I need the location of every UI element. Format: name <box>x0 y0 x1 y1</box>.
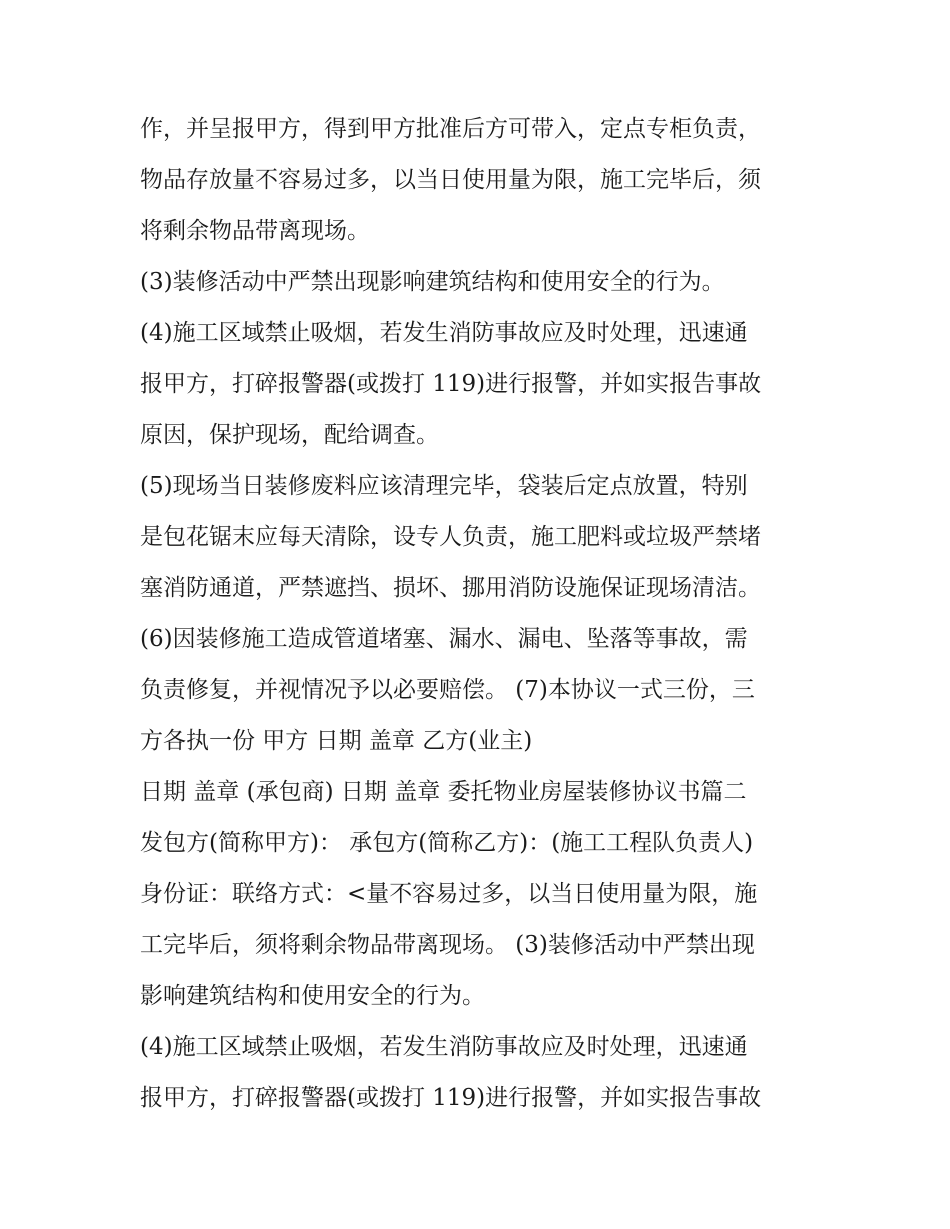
text-line-2: 物品存放量不容易过多，以当日使用量为限，施工完毕后，须 <box>140 167 761 193</box>
text-line-17: 工完毕后，须将剩余物品带离现场。 (3)装修活动中严禁出现 <box>140 932 755 958</box>
text-line-9: 是包花锯末应每天清除，设专人负责，施工肥料或垃圾严禁堵 <box>140 524 761 550</box>
text-line-12: 负责修复，并视情况予以必要赔偿。 (7)本协议一式三份，三 <box>140 677 755 703</box>
text-line-20: 报甲方，打碎报警器(或拨打 119)进行报警，并如实报告事故 <box>140 1085 762 1111</box>
text-line-13: 方各执一份 甲方 日期 盖章 乙方(业主) <box>140 728 533 754</box>
text-line-14: 日期 盖章 (承包商) 日期 盖章 委托物业房屋装修协议书篇二 <box>140 779 747 805</box>
text-line-7: 原因，保护现场，配给调查。 <box>140 422 439 448</box>
text-line-11: (6)因装修施工造成管道堵塞、漏水、漏电、坠落等事故，需 <box>140 626 748 652</box>
text-line-8: (5)现场当日装修废料应该清理完毕，袋装后定点放置，特别 <box>140 473 748 499</box>
text-line-5: (4)施工区域禁止吸烟，若发生消防事故应及时处理，迅速通 <box>140 320 748 346</box>
text-line-10: 塞消防通道，严禁遮挡、损坏、挪用消防设施保证现场清洁。 <box>140 575 761 601</box>
text-line-4: (3)装修活动中严禁出现影响建筑结构和使用安全的行为。 <box>140 269 725 295</box>
text-line-6: 报甲方，打碎报警器(或拨打 119)进行报警，并如实报告事故 <box>140 371 762 397</box>
text-line-16: 身份证：联络方式：<量不容易过多，以当日使用量为限，施 <box>140 881 758 907</box>
text-line-15: 发包方(简称甲方)： 承包方(简称乙方)：(施工工程队负责人) <box>140 830 754 856</box>
text-line-1: 作，并呈报甲方，得到甲方批准后方可带入，定点专柜负责， <box>140 116 761 142</box>
text-line-18: 影响建筑结构和使用安全的行为。 <box>140 983 485 1009</box>
body-text <box>140 104 820 1124</box>
text-line-19: (4)施工区域禁止吸烟，若发生消防事故应及时处理，迅速通 <box>140 1034 748 1060</box>
text-line-3: 将剩余物品带离现场。 <box>140 218 370 244</box>
